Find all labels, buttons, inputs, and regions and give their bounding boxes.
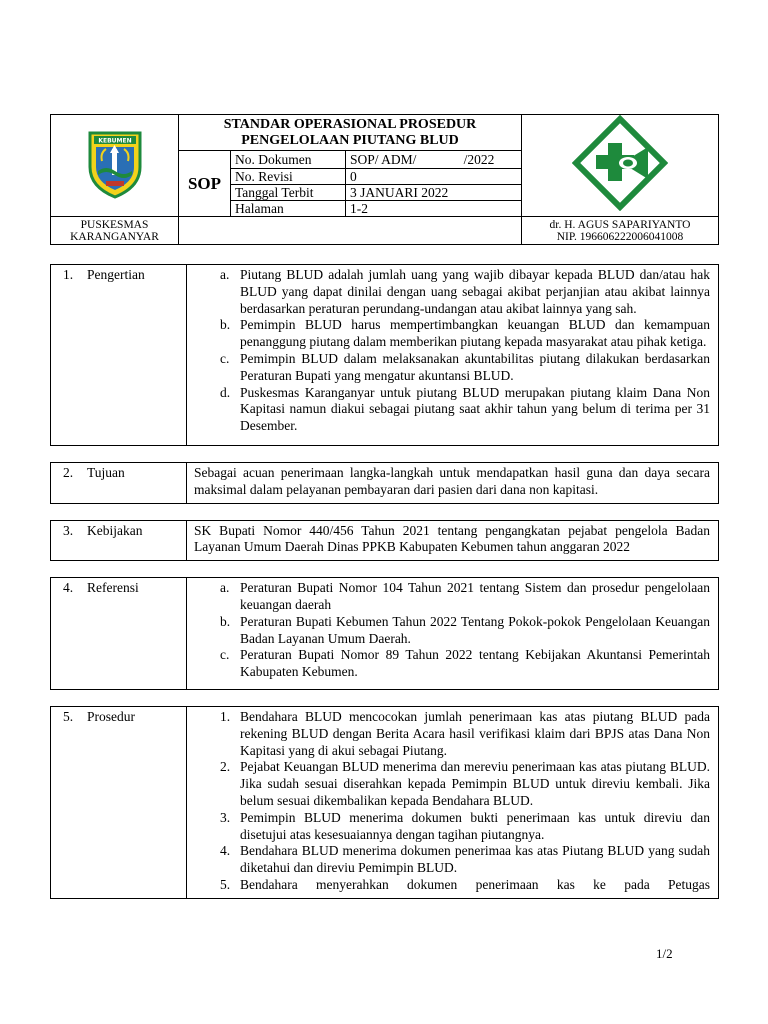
sop-content-table <box>50 264 719 899</box>
section-heading <box>51 462 187 503</box>
item-text: Bendahara BLUD mencocokan jumlah penerimaan kas atas piutang BLUD pada rekening BLUD dengan Berita Acara hasil verifikasi klaim dari BPJS atas Dana Non Kapitasi yang di akui sebagai Piutang. <box>240 708 710 758</box>
section-number: 4. <box>63 580 74 596</box>
item-marker: b. <box>220 613 231 629</box>
section-pengertian <box>51 265 719 446</box>
item-marker: a. <box>220 580 230 596</box>
section-content <box>187 265 719 446</box>
item-marker: 4. <box>220 843 231 859</box>
emblem-label: KEBUMEN <box>97 137 132 145</box>
meta-label-dokumen: No. Dokumen <box>231 151 346 169</box>
item-text: Piutang BLUD adalah jumlah uang yang wajib dibayar kepada BLUD dan/atau hak BLUD yang dapat dinilai dengan uang sebagai akibat perjanjian atau akibat lainnya berdasarkan peraturan perundang-undangan atau akibat lainnya yang sah. <box>240 267 710 316</box>
list-item <box>194 647 710 681</box>
list-item <box>194 385 710 435</box>
item-text: Pemimpin BLUD dalam melaksanakan akuntabilitas piutang dilakukan berdasarkan Peraturan Bupati yang mengatur akuntansi BLUD. <box>240 350 710 383</box>
organization-name <box>51 217 179 245</box>
section-content: Sebagai acuan penerimaan langka-langkah untuk mendapatkan hasil guna dan daya secara maksimal dalam pelayanan pembayaran dari pasien dari dana non kapitasi. <box>187 462 719 503</box>
list-item <box>194 317 710 351</box>
title-line-2: PENGELOLAAN PIUTANG BLUD <box>241 133 459 148</box>
page-number: 1/2 <box>656 946 673 961</box>
list-item <box>194 709 710 759</box>
section-title: Referensi <box>87 580 139 596</box>
item-marker: 3. <box>220 809 231 825</box>
sop-label: SOP <box>179 151 231 217</box>
item-text: Peraturan Bupati Kebumen Tahun 2022 Tentang Pokok-pokok Pengelolaan Keuangan Badan Layanan Umum Daerah. <box>240 613 710 646</box>
meta-label-revisi: No. Revisi <box>231 169 346 185</box>
section-heading <box>51 265 187 446</box>
section-title: Pengertian <box>87 267 145 282</box>
meta-value-dokumen: SOP/ ADM/ /2022 <box>346 151 522 169</box>
list-item <box>194 759 710 809</box>
list-item <box>194 810 710 844</box>
signer-nip: NIP. 196606222006041008 <box>556 230 684 243</box>
meta-value-tanggal: 3 JANUARI 2022 <box>346 185 522 201</box>
section-heading <box>51 520 187 561</box>
document-title <box>179 115 522 151</box>
item-marker: 1. <box>220 708 231 724</box>
item-text: Peraturan Bupati Nomor 89 Tahun 2022 tentang Kebijakan Akuntansi Pemerintah Kabupaten Kebumen. <box>240 647 710 680</box>
item-marker: b. <box>220 317 231 333</box>
item-marker: 2. <box>220 759 231 775</box>
regency-emblem-cell <box>51 115 179 217</box>
section-content: SK Bupati Nomor 440/456 Tahun 2021 tentang pengangkatan pejabat pengelola Badan Layanan Umum Daerah Dinas PPKB Kabupaten Kebumen tahun anggaran 2022 <box>187 520 719 561</box>
signer-block <box>522 217 719 245</box>
signer-name: dr. H. AGUS SAPARIYANTO <box>549 218 691 231</box>
puskesmas-logo-cell <box>522 115 719 217</box>
title-line-1: STANDAR OPERASIONAL PROSEDUR <box>223 117 477 132</box>
kebumen-emblem-icon <box>86 127 144 199</box>
item-text: Bendahara menyerahkan dokumen penerimaan kas ke pada Petugas <box>240 876 710 892</box>
section-title: Kebijakan <box>87 522 143 538</box>
section-title: Tujuan <box>87 464 125 480</box>
meta-value-halaman: 1-2 <box>346 201 522 217</box>
puskesmas-logo-icon <box>572 115 668 211</box>
item-text: Pemimpin BLUD harus mempertimbangkan keuangan BLUD dan kemampuan penanggung piutang dalam memberikan piutang kepada masyarakat atau pihak ketiga. <box>240 317 710 350</box>
item-marker: d. <box>220 384 231 400</box>
section-heading <box>51 706 187 898</box>
item-marker: c. <box>220 350 230 366</box>
item-marker: c. <box>220 647 230 663</box>
section-number: 5. <box>63 708 74 724</box>
list-item <box>194 580 710 614</box>
section-heading <box>51 578 187 690</box>
item-marker: 5. <box>220 876 231 892</box>
list-item <box>194 267 710 317</box>
list-item <box>194 877 710 894</box>
section-prosedur <box>51 706 719 898</box>
section-content <box>187 578 719 690</box>
list-item <box>194 351 710 385</box>
section-kebijakan <box>51 520 719 561</box>
section-title: Prosedur <box>87 708 135 724</box>
item-text: Pejabat Keuangan BLUD menerima dan mereviu penerimaan kas atas piutang BLUD. Jika sudah sesuai diserahkan kepada Pemimpin BLUD untuk direviu kembali. Jika belum sesuai dikembalikan kepada Bendahara BLUD. <box>240 759 710 808</box>
meta-value-revisi: 0 <box>346 169 522 185</box>
section-number: 3. <box>63 522 74 538</box>
item-text: Bendahara BLUD menerima dokumen penerimaa kas atas Piutang BLUD yang sudah diketahui dan direviu Pemimpin BLUD. <box>240 843 710 876</box>
section-tujuan <box>51 462 719 503</box>
org-line-2: KARANGANYAR <box>70 230 159 243</box>
section-content <box>187 706 719 898</box>
item-text: Puskesmas Karanganyar untuk piutang BLUD merupakan piutang klaim Dana Non Kapitasi namun diakui sebagai piutang saat akhir tahun yang belum di terima per 31 Desember. <box>240 384 710 434</box>
section-number: 2. <box>63 464 74 480</box>
meta-label-tanggal: Tanggal Terbit <box>231 185 346 201</box>
section-number: 1. <box>63 267 74 282</box>
item-marker: a. <box>220 267 230 282</box>
section-referensi <box>51 578 719 690</box>
item-text: Peraturan Bupati Nomor 104 Tahun 2021 tentang Sistem dan prosedur pengelolaan keuangan daerah <box>240 580 710 612</box>
list-item <box>194 843 710 877</box>
meta-label-halaman: Halaman <box>231 201 346 217</box>
sop-header-table <box>50 114 719 245</box>
item-text: Pemimpin BLUD menerima dokumen bukti penerimaan kas untuk direviu dan disetujui atas kesesuaiannya dengan tagihan piutangnya. <box>240 809 710 842</box>
list-item <box>194 614 710 648</box>
empty-signature-cell <box>179 217 522 245</box>
org-line-1: PUSKESMAS <box>80 218 149 231</box>
